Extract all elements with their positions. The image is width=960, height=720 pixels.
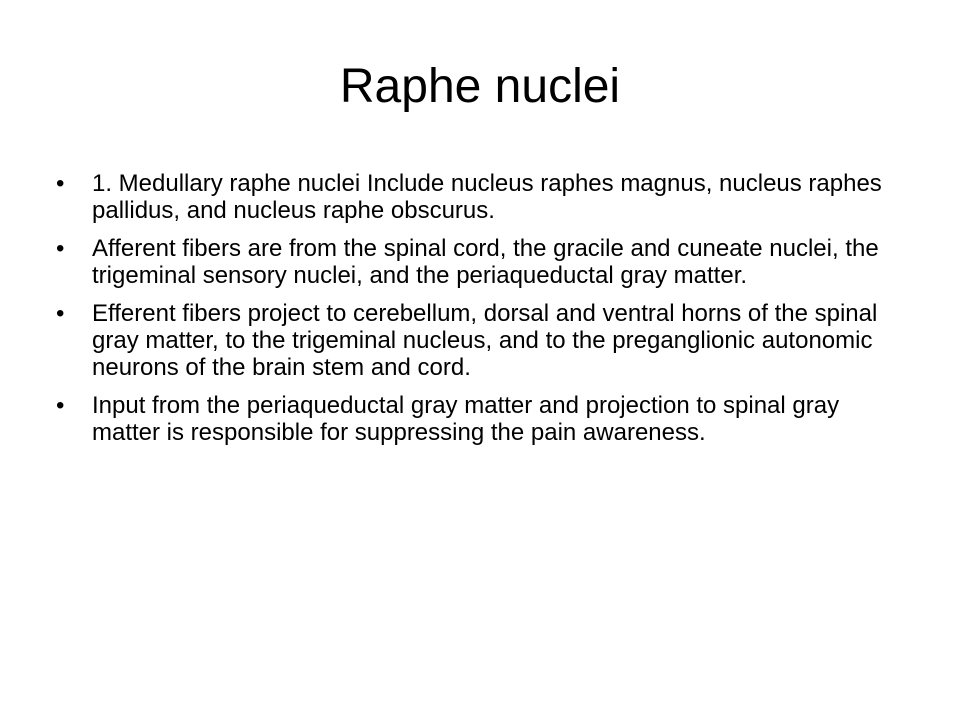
bullet-item-pain-suppression: [56, 392, 906, 446]
bullet-text: Efferent fibers project to cerebellum, dorsal and ventral horns of the spinal gray matter, to the trigeminal nucleus, and to the preganglionic autonomic neurons of the brain stem and cord.: [92, 300, 878, 381]
bullet-list: [56, 170, 906, 457]
bullet-text: Input from the periaqueductal gray matter and projection to spinal gray matter is responsible for suppressing the pain awareness.: [92, 392, 840, 446]
bullet-icon: •: [56, 300, 65, 327]
bullet-item-afferent-fibers: [56, 235, 906, 289]
bullet-text: 1. Medullary raphe nuclei Include nucleus raphes magnus, nucleus raphes pallidus, and nucleus raphe obscurus.: [92, 170, 882, 224]
bullet-item-medullary-raphe: [56, 170, 906, 224]
bullet-icon: •: [56, 235, 65, 262]
slide-title: Raphe nuclei: [339, 60, 621, 113]
bullet-item-efferent-fibers: [56, 300, 906, 381]
bullet-icon: •: [56, 392, 65, 419]
bullet-text: Afferent fibers are from the spinal cord, the gracile and cuneate nuclei, the trigeminal sensory nuclei, and the periaqueductal gray matter.: [92, 235, 879, 289]
bullet-icon: •: [56, 170, 65, 197]
